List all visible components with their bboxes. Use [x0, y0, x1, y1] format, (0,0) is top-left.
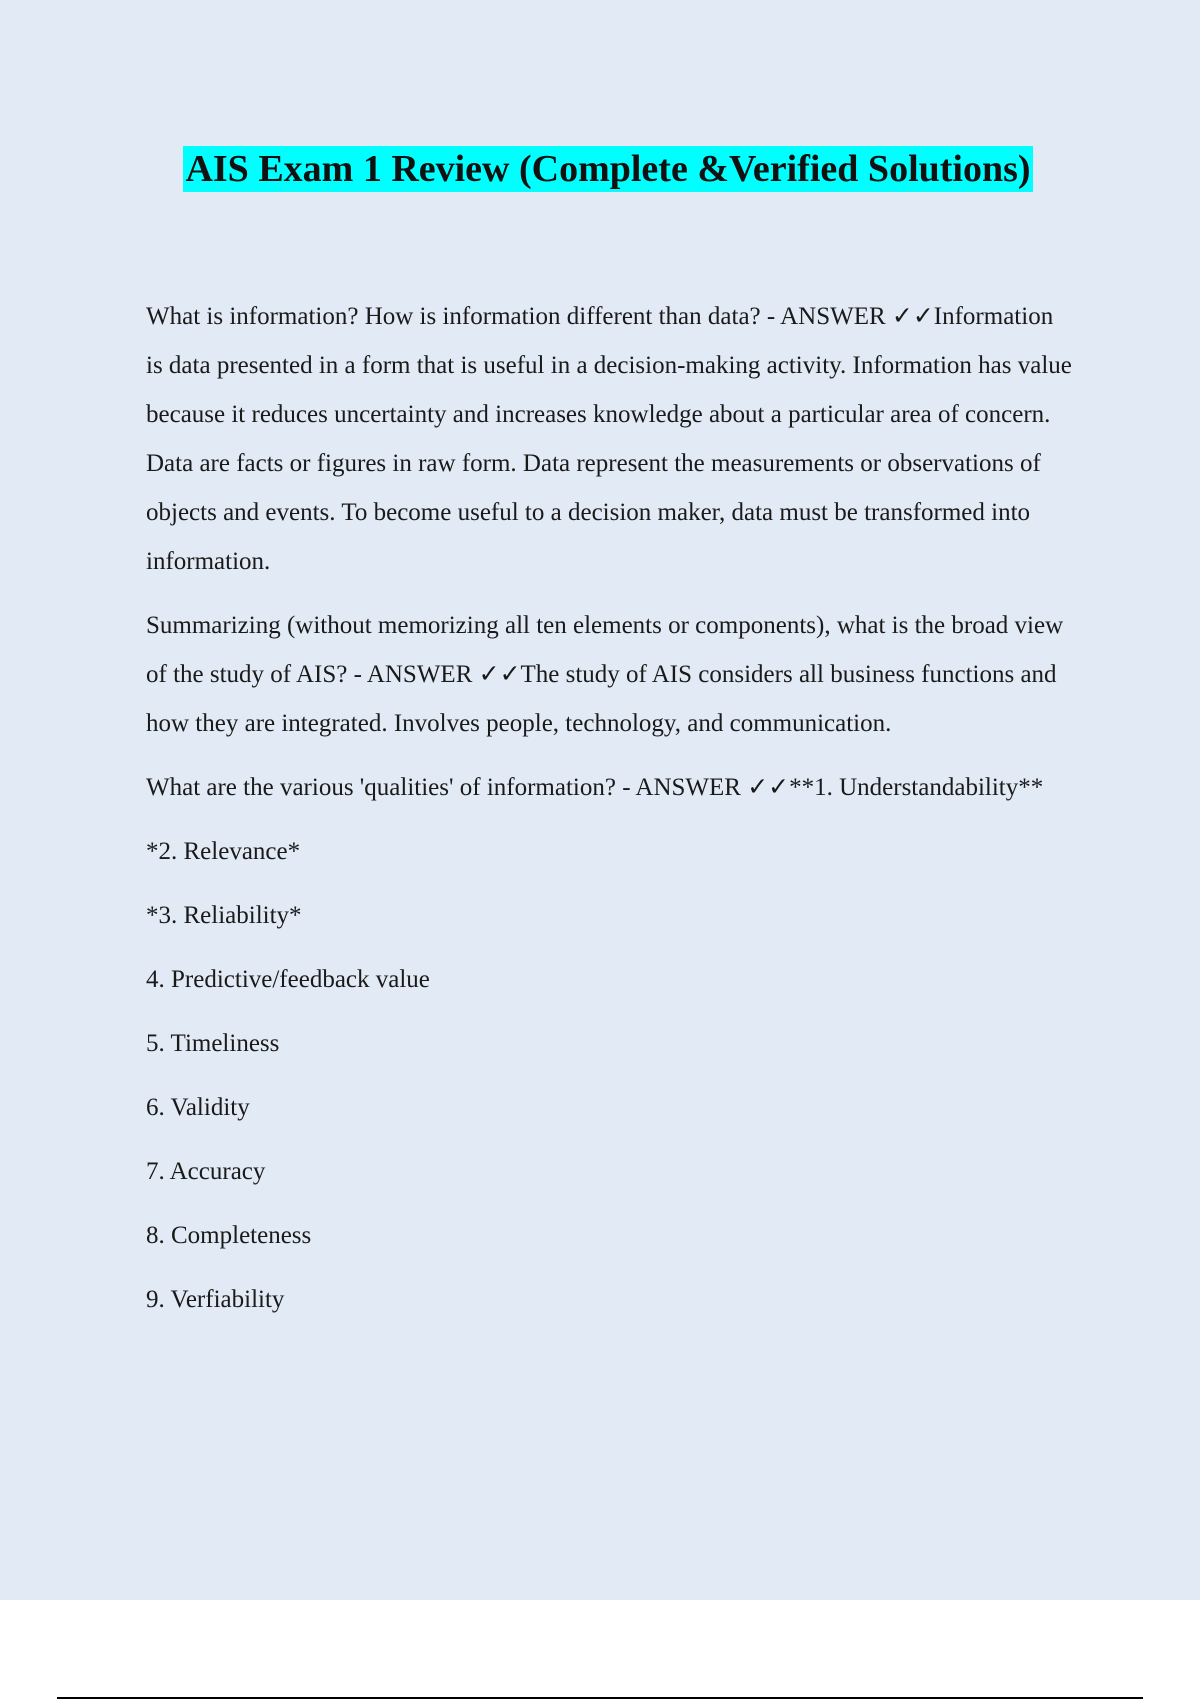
- title-container: [0, 146, 1200, 192]
- quality-item: 5. Timeliness: [146, 1030, 280, 1057]
- quality-item: 6. Validity: [146, 1094, 250, 1121]
- quality-item: *3. Reliability*: [146, 902, 302, 929]
- quality-item: 4. Predictive/feedback value: [146, 966, 430, 993]
- qa-qualities-of-information: What are the various 'qualities' of information? - ANSWER ✓✓**1. Understandability**: [146, 774, 1044, 801]
- qa-broad-view-ais: Summarizing (without memorizing all ten elements or components), what is the broad view of the study of AIS? - ANSWER ✓✓The study of AIS considers all business functions and how they are integrated. Involves people, technology, and communication.: [146, 612, 1064, 737]
- quality-item: *2. Relevance*: [146, 838, 301, 865]
- quality-item: 7. Accuracy: [146, 1158, 266, 1185]
- document-body: [146, 292, 1076, 1339]
- quality-item: 8. Completeness: [146, 1222, 312, 1249]
- page-bottom-divider: [57, 1697, 1143, 1699]
- qa-information-vs-data: What is information? How is information different than data? - ANSWER ✓✓Information is data presented in a form that is useful in a decision-making activity. Information has value because it reduces uncertainty and increases knowledge about a particular area of concern. Data are facts or figures in raw form. Data represent the measurements or observations of objects and events. To become useful to a decision maker, data must be transformed into information.: [146, 303, 1072, 575]
- document-title: AIS Exam 1 Review (Complete &Verified Solutions): [185, 148, 1031, 190]
- quality-item: 9. Verfiability: [146, 1286, 285, 1313]
